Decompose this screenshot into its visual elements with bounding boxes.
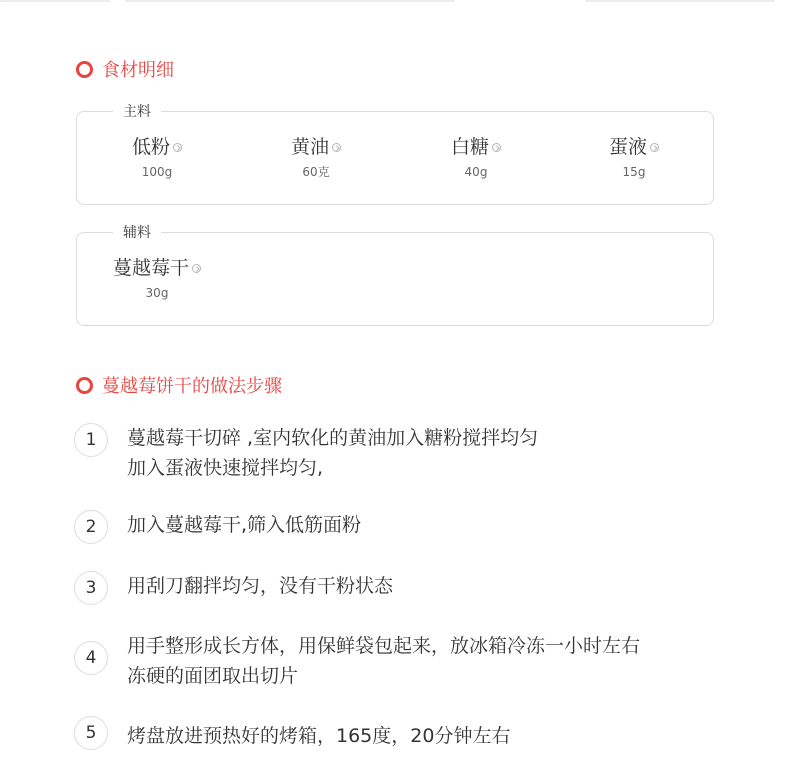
ingredient-name: 蔓越莓干: [112, 257, 189, 279]
ingredients-title-text: 食材明细: [102, 60, 174, 81]
ingredient-amount: 60克: [302, 165, 330, 179]
step-line: 用刮刀翻拌均匀，没有干粉状态: [127, 575, 394, 597]
aux-ingredients-label: 辅料: [113, 223, 161, 243]
ingredient-item-sugar[interactable]: [436, 134, 516, 179]
step-line: 加入蛋液快速搅拌均匀,: [127, 457, 324, 479]
chevron-right-icon: [332, 143, 341, 152]
step-number: 3: [74, 571, 108, 605]
step-text: [127, 571, 717, 601]
ingredient-amount: 40g: [464, 165, 488, 179]
steps-title: [76, 373, 282, 397]
step-text: [127, 423, 717, 483]
step-text: [127, 510, 717, 540]
step-number: 2: [74, 510, 108, 544]
ingredients-title: [76, 57, 174, 81]
main-ingredients-label: 主料: [113, 102, 161, 122]
step-number: 5: [74, 716, 108, 750]
ingredient-amount: 15g: [622, 165, 646, 179]
chevron-right-icon: [650, 143, 659, 152]
main-ingredients-box: [76, 104, 714, 205]
chevron-right-icon: [192, 264, 201, 273]
step-text: [127, 721, 717, 751]
ingredient-item-egg[interactable]: [594, 134, 674, 179]
steps-title-text: 蔓越莓饼干的做法步骤: [102, 376, 282, 397]
step-line: 蔓越莓干切碎 ,室内软化的黄油加入糖粉搅拌均匀: [127, 427, 539, 449]
chevron-right-icon: [173, 143, 182, 152]
step-number: 1: [74, 423, 108, 457]
chevron-right-icon: [492, 143, 501, 152]
top-divider: [0, 0, 790, 4]
ingredient-name: 低粉: [131, 136, 170, 158]
step-text: [127, 631, 717, 691]
ingredient-name: 白糖: [450, 136, 489, 158]
aux-ingredients-box: [76, 225, 714, 326]
step-line: 烤盘放进预热好的烤箱，165度，20分钟左右: [127, 725, 511, 747]
step-line: 加入蔓越莓干,筛入低筋面粉: [127, 514, 362, 536]
ingredient-amount: 100g: [141, 165, 173, 179]
ingredient-item-cranberry[interactable]: [107, 255, 207, 300]
ingredient-item-butter[interactable]: [276, 134, 356, 179]
ring-icon: [76, 61, 93, 78]
step-number: 4: [74, 641, 108, 675]
ingredient-item-low-flour[interactable]: [117, 134, 197, 179]
ingredient-name: 黄油: [290, 136, 329, 158]
ingredient-name: 蛋液: [608, 136, 647, 158]
step-line: 冻硬的面团取出切片: [127, 665, 299, 687]
step-line: 用手整形成长方体，用保鲜袋包起来，放冰箱冷冻一小时左右: [127, 635, 641, 657]
ring-icon: [76, 377, 93, 394]
ingredient-amount: 30g: [145, 286, 169, 300]
